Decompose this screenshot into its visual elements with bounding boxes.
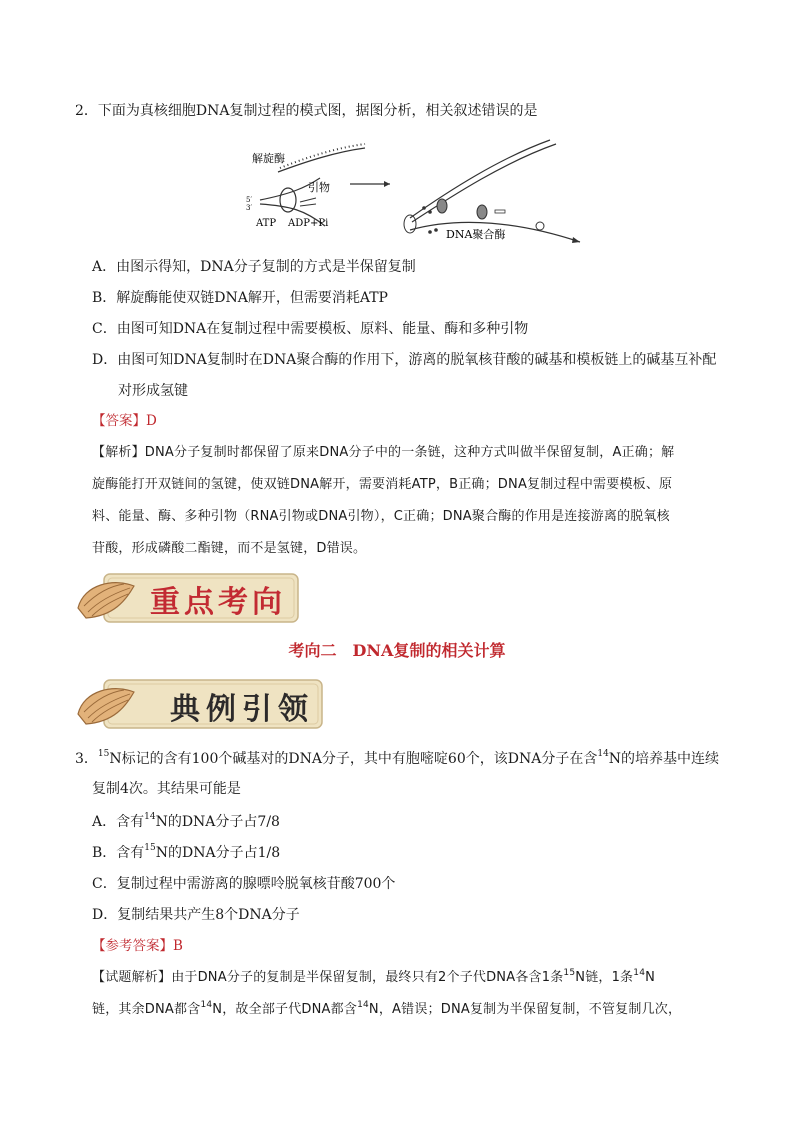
q2-answer: 【答案】D: [92, 413, 157, 429]
five-prime-label: 5′: [246, 196, 253, 204]
q3-analysis-line-2: 链，其余DNA都含$^{14}$N，故全部子代DNA都含$^{14}$N，A错误；DNA复制为半保留复制，不管复制几次，: [92, 999, 682, 1017]
q3-option-d: D．复制结果共产生8个DNA分子: [92, 907, 300, 923]
q2-analysis-line-4: 苷酸，形成磷酸二酯键，而不是氢键，D错误。: [92, 541, 367, 556]
q2-option-c: C．由图可知DNA在复制过程中需要模板、原料、能量、酶和多种引物: [92, 321, 529, 337]
helicase-label: 解旋酶: [252, 152, 285, 165]
q3-option-a: A．含有$^{14}$N的DNA分子占7/8: [92, 812, 280, 830]
polymerase-label: DNA聚合酶: [446, 228, 506, 241]
atp-label: ATP: [256, 218, 277, 229]
q2-option-d-cont: 对形成氢键: [118, 383, 188, 399]
primer-label: 引物: [308, 181, 330, 194]
question-2-stem: 2．下面为真核细胞DNA复制过程的模式图，据图分析，相关叙述错误的是: [75, 103, 538, 119]
q2-analysis-line-1: 【解析】DNA分子复制时都保留了原来DNA分子中的一条链，这种方式叫做半保留复制，A正确；解: [92, 445, 675, 460]
dna-replication-figure: [246, 138, 590, 250]
shell-icon-2: [74, 682, 138, 728]
focus-topic-banner: [70, 568, 302, 626]
q2-option-d: D．由图可知DNA复制时在DNA聚合酶的作用下，游离的脱氧核苷酸的碱基和模板链上的碱基互补配: [92, 352, 717, 368]
question-3-stem: 3．$^{15}$N标记的含有100个碱基对的DNA分子，其中有胞嘧啶60个，该DNA分子在含$^{14}$N的培养基中连续: [75, 749, 720, 767]
q3-analysis-line-1: 【试题解析】由于DNA分子的复制是半保留复制，最终只有2个子代DNA各含1条$^{15}$N链，1条$^{14}$N: [92, 967, 656, 985]
shell-icon: [74, 576, 138, 622]
q3-option-c: C．复制过程中需游离的腺嘌呤脱氧核苷酸700个: [92, 876, 396, 892]
example-banner-text: 典例引领: [170, 692, 314, 727]
three-prime-label: 3′: [246, 204, 253, 212]
adp-label: ADP+Pi: [288, 218, 329, 229]
q3-answer: 【参考答案】B: [92, 938, 183, 954]
q2-analysis-line-3: 料、能量、酶、多种引物（RNA引物或DNA引物），C正确；DNA聚合酶的作用是连接游离的脱氧核: [92, 509, 670, 524]
q3-option-b: B．含有$^{15}$N的DNA分子占1/8: [92, 843, 281, 861]
focus-topic-banner-text: 重点考向: [150, 585, 286, 620]
q2-option-a: A．由图示得知，DNA分子复制的方式是半保留复制: [92, 259, 416, 275]
example-banner: [70, 674, 326, 732]
q2-option-b: B．解旋酶能使双链DNA解开，但需要消耗ATP: [92, 290, 388, 306]
question-3-stem-cont: 复制4次。其结果可能是: [92, 781, 241, 797]
q2-analysis-line-2: 旋酶能打开双链间的氢键，使双链DNA解开，需要消耗ATP，B正确；DNA复制过程中需要模板、原: [92, 477, 673, 492]
section-title: 考向二 DNA复制的相关计算: [288, 641, 506, 660]
